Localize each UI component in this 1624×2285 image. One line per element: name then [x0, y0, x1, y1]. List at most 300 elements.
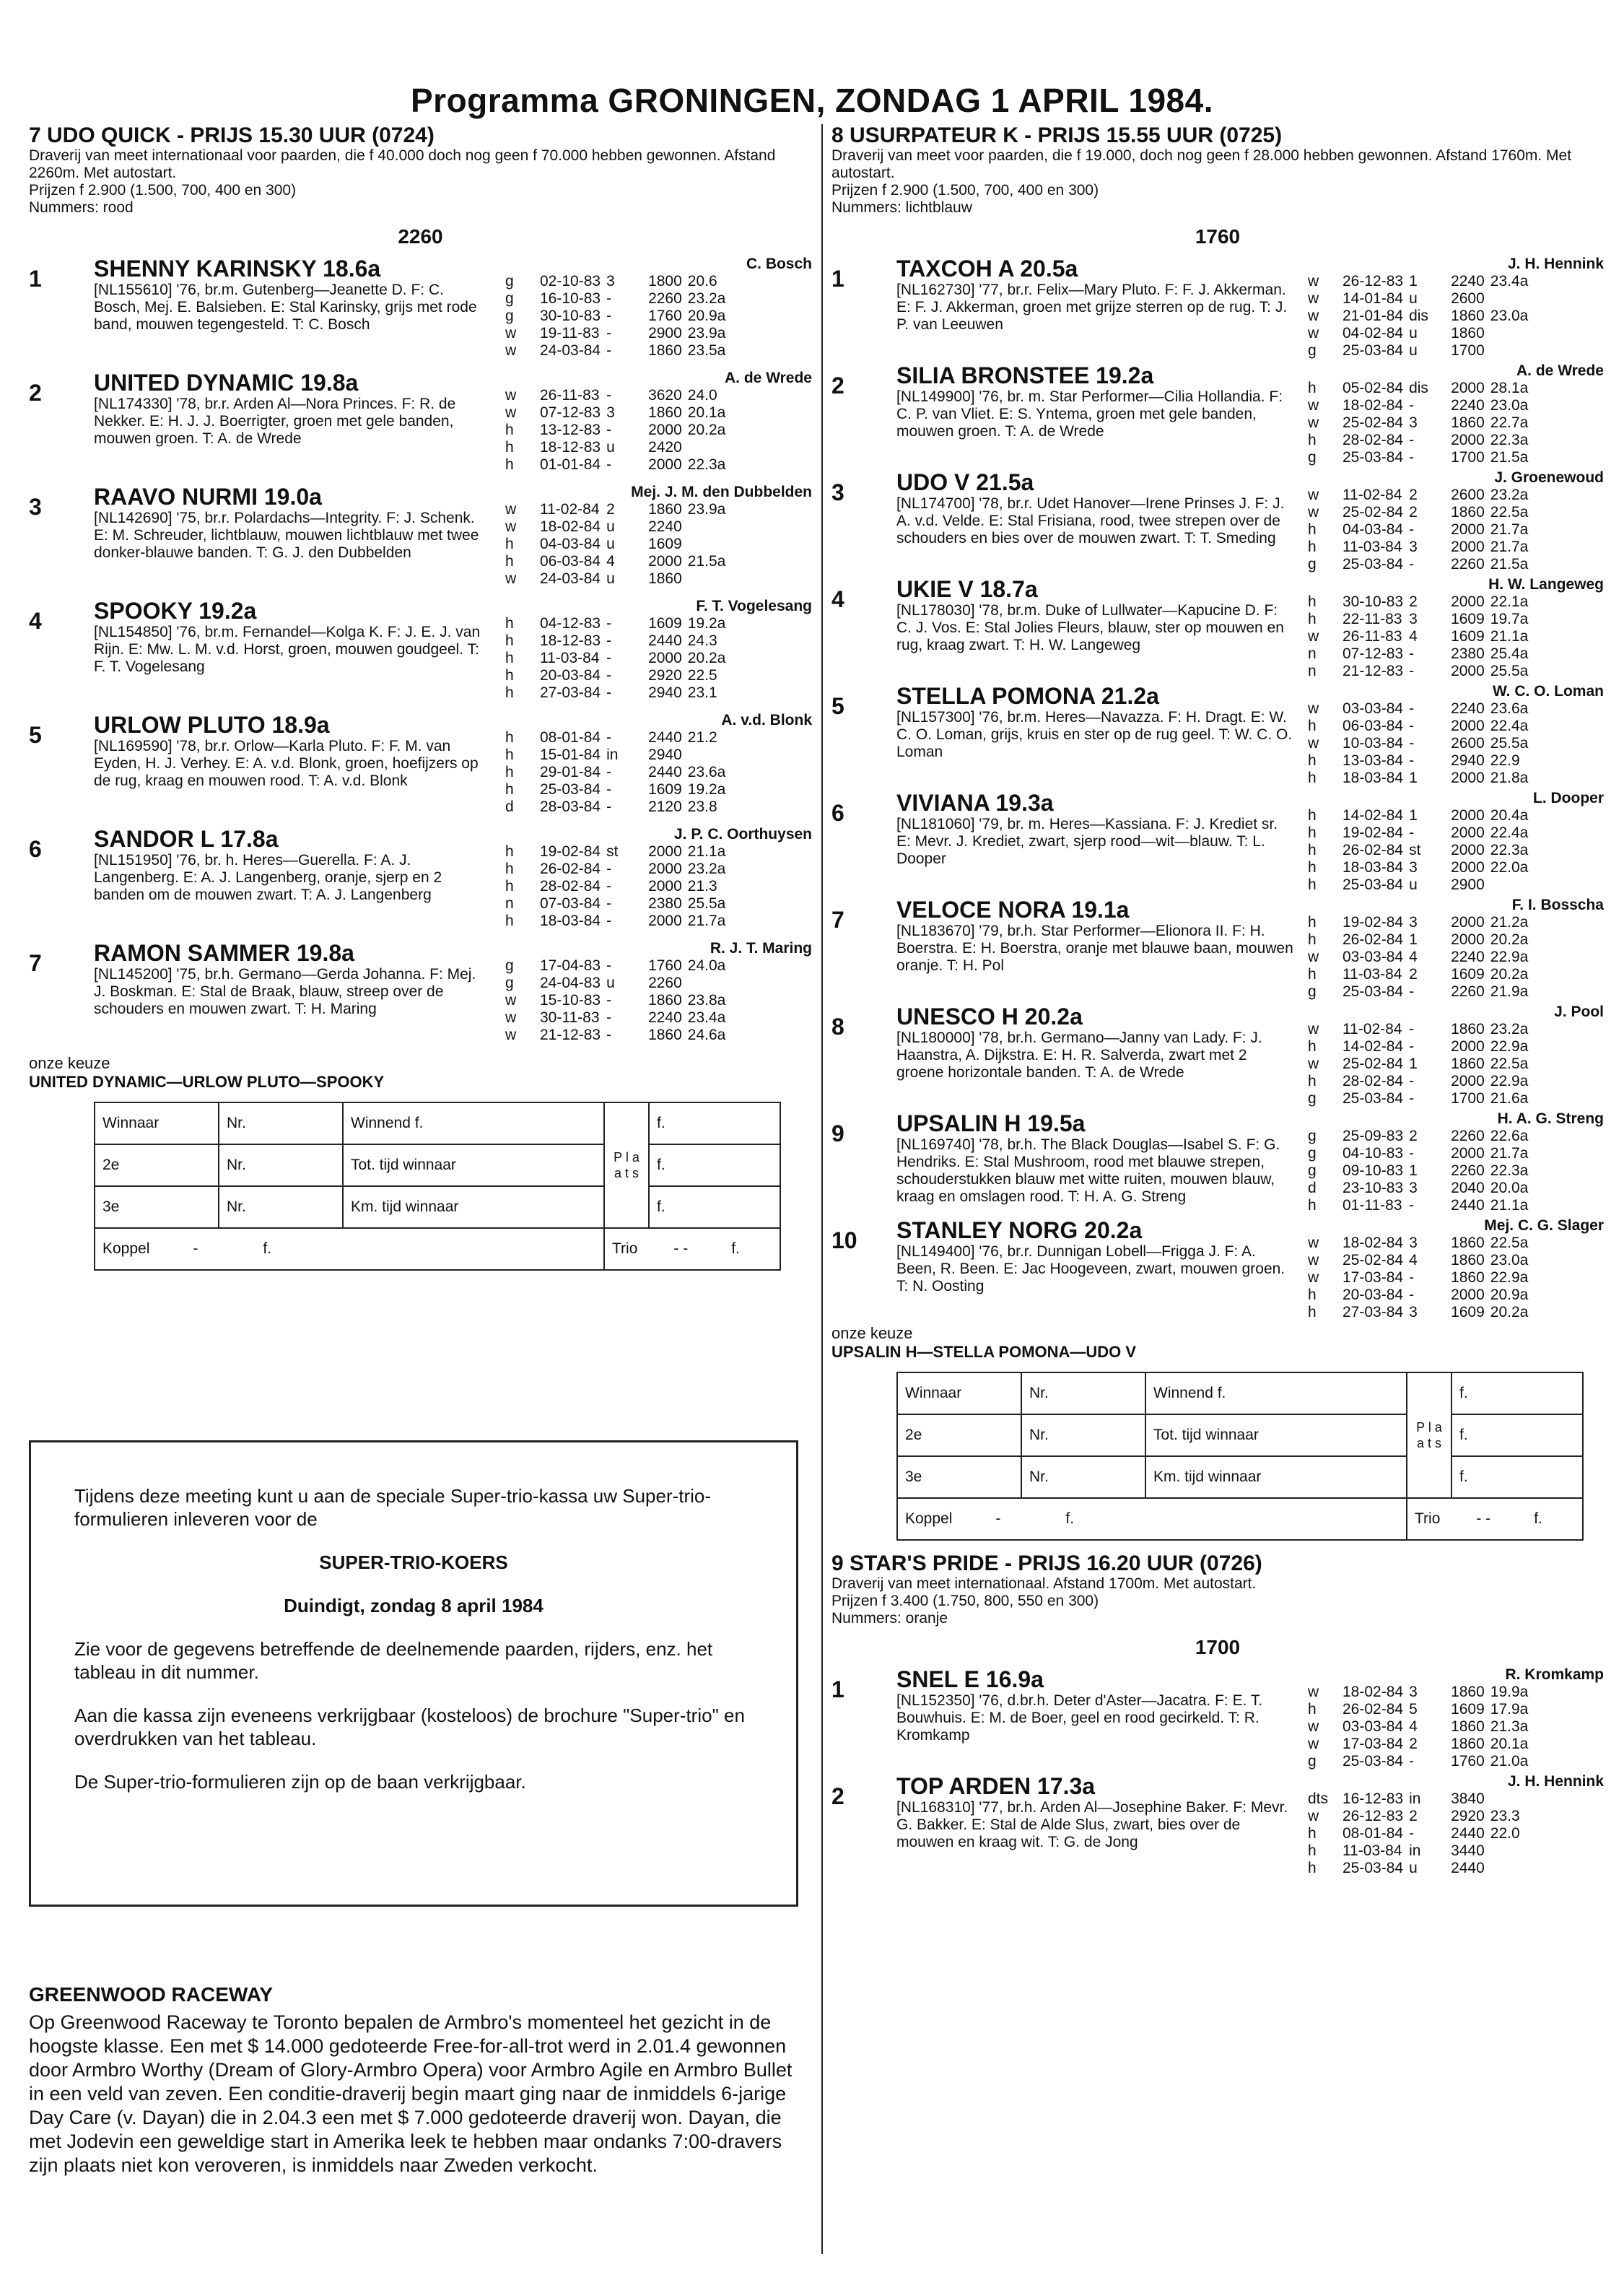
performance-row [1308, 700, 1534, 718]
trio-f: f. [731, 1240, 740, 1257]
results-cell: 2e [95, 1144, 219, 1186]
horse-number: 5 [831, 693, 844, 719]
performance-cell: h [505, 615, 514, 632]
performance-cell: 25-03-84 [1343, 983, 1404, 1000]
performance-cell: 21.9a [1490, 983, 1529, 1000]
performance-row [505, 456, 731, 474]
performance-cell: h [505, 764, 514, 780]
performance-cell: 3 [606, 404, 615, 421]
performance-row [1308, 325, 1534, 342]
performance-cell: 2000 [648, 422, 682, 438]
performance-cell: 18-03-84 [1343, 770, 1404, 786]
performance-cell: 1800 [648, 273, 682, 290]
performance-row [1308, 414, 1534, 432]
performance-cell: - [606, 325, 612, 341]
performance-cell: 1860 [1451, 308, 1485, 324]
performance-cell: 13-03-84 [1343, 752, 1404, 769]
performance-cell: h [1308, 824, 1317, 841]
results-cell [95, 1228, 604, 1270]
performance-cell: w [1308, 700, 1319, 717]
horse-performances [1308, 487, 1534, 573]
performance-cell [1490, 325, 1534, 342]
performance-cell: n [505, 895, 514, 912]
race-8-numbers: Nummers: lichtblauw [831, 199, 972, 216]
performance-cell: 2240 [1451, 700, 1485, 717]
horse-trainer: J. H. Hennink [1507, 256, 1604, 272]
article-body: Op Greenwood Raceway te Toronto bepalen de Armbro's momenteel het gezicht in de hoogste klasse. Een met $ 14.000 gedoteerde Free-for-all-trot werd in 2.01.4 gewonnen door Armbro Worthy (Dream of Glory-Armbro Opera) voor Armbro Agile en Armbro Bullet in een veld van zeven. Een conditie-draverij begin maart ging naar de inmiddels 6-jarige Day Care (v. Dayan) die in 2.04.3 een met $ 7.000 gedoteerde draverij won. Dayan, die met Jodevin een geweldige start in Amerika leek te hebben maar ondanks 7:00-dravers zijn plaats niet kon veroveren, is inmiddels naar Zweden verkocht. [29, 2011, 793, 2176]
performance-cell: 2000 [1451, 663, 1485, 679]
performance-cell: 4 [1409, 628, 1418, 645]
performance-cell: 3 [1409, 539, 1418, 555]
performance-cell: d [1308, 1180, 1317, 1196]
performance-cell: 28-02-84 [540, 878, 601, 895]
performance-cell: 3440 [1451, 1842, 1485, 1859]
performance-cell: - [606, 878, 612, 895]
performance-cell: h [1308, 611, 1317, 627]
performance-cell: 23.2a [1490, 1021, 1529, 1037]
performance-row [505, 501, 731, 518]
performance-cell [688, 747, 732, 764]
performance-cell: w [505, 342, 517, 359]
performance-cell: 21.5a [1490, 449, 1529, 466]
results-cell: Nr. [219, 1186, 343, 1228]
horse-description: [NL181060] '79, br. m. Heres—Kassiana. F: J. Krediet sr. E: Mevr. J. Krediet, zwart, sjerp rood—wit—blauw. T: L. Dooper [896, 816, 1278, 867]
performance-row [1308, 1090, 1534, 1107]
performance-cell: 20.9a [687, 308, 726, 324]
performance-cell: 2 [1409, 1128, 1418, 1144]
performance-row [1308, 1021, 1534, 1038]
race-7-distance: 2260 [398, 225, 443, 248]
performance-cell: h [505, 650, 514, 666]
performance-cell: 26-12-83 [1343, 273, 1404, 290]
performance-cell: 25-03-84 [540, 781, 601, 798]
performance-cell: w [1308, 414, 1319, 431]
results-cell: P l a a t s [1407, 1372, 1451, 1498]
performance-cell: 2380 [648, 895, 682, 912]
performance-cell: 1 [1409, 931, 1418, 948]
performance-cell: 2240 [648, 1009, 682, 1026]
performance-cell: 4 [1409, 1252, 1418, 1268]
horse-performances [505, 843, 731, 930]
performance-cell: w [505, 992, 517, 1009]
performance-row [1308, 1304, 1534, 1321]
performance-cell: h [505, 781, 514, 798]
performance-cell: 2000 [648, 861, 682, 877]
horse-entry [831, 469, 1604, 573]
horse-trainer: R. Kromkamp [1505, 1666, 1604, 1683]
horse-number: 7 [831, 907, 844, 933]
performance-cell: 1860 [648, 342, 682, 359]
performance-cell: 2260 [1451, 556, 1485, 573]
performance-cell: 2240 [1451, 397, 1485, 414]
performance-cell: 2040 [1451, 1180, 1485, 1196]
performance-cell: 24.0 [687, 387, 717, 404]
performance-cell: 21.5a [1490, 556, 1529, 573]
performance-cell: 11-03-84 [540, 650, 600, 666]
performance-cell: - [606, 290, 612, 307]
performance-row [1308, 273, 1534, 290]
performance-cell: - [1409, 700, 1415, 717]
performance-cell: 22.6a [1490, 1128, 1529, 1144]
performance-row [505, 325, 731, 342]
performance-row [505, 439, 731, 456]
performance-cell: 23.8a [687, 992, 726, 1009]
column-divider [821, 124, 823, 2254]
performance-cell: u [1409, 876, 1418, 893]
performance-cell: w [1308, 290, 1319, 307]
horse-number: 3 [831, 479, 844, 505]
performance-cell [688, 536, 732, 553]
performance-row [1308, 593, 1534, 611]
performance-cell: 23.2a [1490, 487, 1529, 503]
horse-name: UDO V 21.5a [896, 469, 1034, 495]
performance-cell [1490, 1842, 1526, 1860]
performance-cell: - [606, 895, 612, 912]
performance-cell: u [606, 518, 615, 535]
performance-cell: 20.4a [1490, 807, 1529, 824]
performance-cell: h [505, 913, 514, 929]
performance-cell: 30-11-83 [540, 1009, 600, 1026]
performance-cell: w [1308, 1021, 1319, 1037]
performance-cell: 3 [1409, 611, 1418, 627]
horse-description: [NL180000] '78, br.h. Germano—Janny van Lady. F: J. Haanstra, A. Dijkstra. E: H. R. Salverda, zwart met 2 groene horizontale banden. T: A. de Wrede [896, 1030, 1262, 1081]
performance-cell: 11-02-84 [540, 501, 600, 518]
performance-cell [688, 439, 732, 456]
performance-cell: 25-03-84 [1343, 449, 1404, 466]
performance-cell: 1700 [1451, 449, 1485, 466]
performance-cell: 10-03-84 [1343, 735, 1404, 752]
performance-cell: h [505, 456, 514, 473]
performance-cell [688, 518, 732, 536]
horse-number: 5 [29, 722, 42, 748]
performance-cell: 1 [1409, 1056, 1418, 1072]
horse-number: 10 [831, 1227, 857, 1253]
horse-trainer: H. A. G. Streng [1497, 1110, 1604, 1127]
koppel-f: f. [263, 1240, 272, 1257]
performance-cell: 2000 [1451, 770, 1485, 786]
performance-cell: 21.3 [687, 878, 717, 895]
race-8-distance: 1760 [1195, 225, 1241, 248]
performance-cell: 14-02-84 [1343, 1038, 1404, 1055]
horse-description: [NL149900] '76, br. m. Star Performer—Cilia Hollandia. F: C. P. van Vliet. E: S. Yntema, groen met gele banden, mouwen groen. T: A. de Wrede [896, 388, 1283, 440]
performance-cell: 23.2a [687, 290, 726, 307]
performance-cell: 20.2a [687, 650, 726, 666]
horse-trainer: J. Pool [1554, 1004, 1604, 1020]
performance-cell: 16-12-83 [1343, 1790, 1404, 1807]
horse-performances [505, 273, 731, 360]
results-grid [896, 1372, 1584, 1541]
performance-cell: - [1409, 1753, 1415, 1770]
performance-cell: 11-02-84 [1343, 487, 1402, 503]
performance-cell: u [1409, 290, 1418, 307]
performance-cell: u [606, 439, 615, 456]
performance-cell: 3 [1409, 914, 1418, 931]
horse-performances [1308, 1128, 1534, 1214]
performance-cell: h [1308, 1825, 1317, 1842]
horse-number: 4 [29, 608, 42, 634]
performance-cell: g [505, 290, 514, 307]
performance-cell: 1860 [1451, 325, 1485, 341]
performance-cell: - [1409, 1021, 1415, 1037]
performance-cell: 23.9a [687, 501, 726, 518]
performance-cell: 07-12-83 [540, 404, 601, 421]
performance-cell: 19.2a [687, 615, 726, 632]
performance-cell: 3 [1409, 859, 1418, 876]
horse-number: 2 [29, 380, 42, 406]
performance-cell: in [1409, 1842, 1421, 1859]
performance-cell: - [1409, 1145, 1415, 1162]
race-7-results-table [29, 1102, 812, 1271]
performance-cell: 1860 [1451, 1269, 1485, 1286]
performance-row [505, 650, 731, 667]
results-cell: f. [649, 1102, 780, 1144]
performance-cell: - [606, 764, 612, 780]
performance-cell: - [606, 650, 612, 666]
performance-cell: 22.9a [1490, 1073, 1529, 1089]
performance-cell: 2240 [1451, 949, 1485, 965]
performance-cell: 1 [1409, 770, 1418, 786]
performance-cell: h [1308, 1701, 1317, 1718]
horse-description: [NL152350] '76, d.br.h. Deter d'Aster—Jacatra. F: E. T. Bouwhuis. E: M. de Boer, geel en rood gecirkeld. T: R. Kromkamp [896, 1692, 1263, 1744]
performance-cell: 18-02-84 [540, 518, 601, 535]
performance-cell: 07-12-83 [1343, 645, 1404, 662]
performance-cell: 20.2a [687, 422, 726, 438]
performance-cell: w [1308, 504, 1319, 521]
performance-row [505, 747, 731, 764]
performance-cell: h [1308, 931, 1317, 948]
performance-cell: 11-03-84 [1343, 1842, 1402, 1859]
performance-cell: - [606, 957, 612, 974]
performance-cell: 23.3 [1490, 1808, 1520, 1824]
performance-row [1308, 1056, 1534, 1073]
performance-cell: - [1409, 1825, 1415, 1842]
performance-cell: 25-02-84 [1343, 414, 1404, 431]
performance-cell: w [1308, 1252, 1319, 1268]
performance-row [1308, 1736, 1534, 1753]
performance-cell: h [505, 422, 514, 438]
results-cell: Winnaar [95, 1102, 219, 1144]
performance-cell: 25-03-84 [1343, 1860, 1404, 1876]
performance-row [505, 632, 731, 650]
horse-name: UNESCO H 20.2a [896, 1004, 1083, 1030]
performance-cell: 25.5a [1490, 735, 1529, 752]
performance-cell: w [505, 404, 517, 421]
performance-row [1308, 539, 1534, 556]
horse-performances [1308, 807, 1534, 894]
horse-name: RAAVO NURMI 19.0a [94, 484, 322, 510]
performance-cell: 20.6 [687, 273, 717, 290]
performance-cell: g [1308, 556, 1317, 573]
performance-cell: 2000 [648, 456, 682, 473]
performance-cell: h [505, 843, 514, 860]
performance-row [1308, 1073, 1534, 1090]
performance-cell: 2 [1409, 1736, 1418, 1752]
performance-cell: h [1308, 1038, 1317, 1055]
greenwood-article [29, 1983, 794, 2177]
performance-row [505, 957, 731, 975]
performance-row [505, 273, 731, 290]
performance-cell: 1860 [648, 992, 682, 1009]
performance-cell: 1609 [1451, 1304, 1485, 1320]
performance-cell: 1 [1409, 273, 1418, 290]
performance-cell: 21-01-84 [1343, 308, 1404, 324]
performance-cell: 25.5a [1490, 663, 1529, 679]
horse-entry [29, 940, 812, 1048]
performance-cell: 21.1a [687, 843, 726, 860]
performance-cell: 3620 [648, 387, 682, 404]
results-cell [604, 1228, 780, 1270]
performance-row [1308, 735, 1534, 752]
performance-row [1308, 1860, 1526, 1877]
horse-name: SNEL E 16.9a [896, 1666, 1044, 1692]
horse-entry [29, 370, 812, 478]
performance-row [1308, 1790, 1526, 1808]
performance-row [505, 570, 731, 588]
performance-row [505, 798, 731, 816]
results-cell: 3e [897, 1456, 1021, 1498]
performance-row [505, 895, 731, 913]
performance-row [1308, 380, 1534, 397]
horse-description: [NL178030] '78, br.m. Duke of Lullwater—Kapucine D. F: C. J. Vos. E: Stal Jolies Fleurs, blauw, ster op mouwen en rug, kraag zwart. T: H. W. Langeweg [896, 602, 1284, 653]
performance-cell: 25-09-83 [1343, 1128, 1404, 1144]
performance-row [1308, 1808, 1526, 1825]
horse-description: [NL174330] '78, br.r. Arden Al—Nora Princes. F: R. de Nekker. E: H. J. J. Boerrigter, groen met gele banden, mouwen groen. T: A. de Wrede [94, 396, 456, 447]
performance-cell: - [1409, 1197, 1415, 1214]
performance-cell: 1860 [648, 570, 682, 587]
horse-trainer: H. W. Langeweg [1488, 576, 1604, 593]
performance-cell: 20.2a [1490, 931, 1529, 948]
horse-trainer: J. P. C. Oorthuysen [674, 826, 812, 843]
performance-row [505, 422, 731, 439]
horse-name: UNITED DYNAMIC 19.8a [94, 370, 359, 396]
performance-cell: 28.1a [1490, 380, 1529, 396]
performance-cell: 08-01-84 [1343, 1825, 1404, 1842]
performance-cell: h [1308, 876, 1317, 893]
performance-cell: 25-03-84 [1343, 876, 1404, 893]
race-8-choice-label: onze keuze [831, 1324, 913, 1342]
performance-row [1308, 1842, 1526, 1860]
results-cell: P l a a t s [604, 1102, 649, 1228]
performance-cell: 11-02-84 [1343, 1021, 1402, 1037]
performance-cell: 21.2 [687, 729, 717, 746]
performance-cell: 1609 [648, 781, 682, 798]
performance-cell: 2000 [648, 650, 682, 666]
horse-trainer: F. T. Vogelesang [696, 598, 812, 614]
performance-cell: 1700 [1451, 342, 1485, 359]
horse-number: 1 [831, 266, 844, 292]
performance-row [1308, 290, 1534, 308]
performance-cell: h [1308, 1287, 1317, 1303]
performance-cell: 04-02-84 [1343, 325, 1404, 341]
performance-cell: - [606, 387, 612, 404]
performance-row [1308, 1038, 1534, 1056]
performance-cell: 23.0a [1490, 308, 1529, 324]
performance-cell: 19.7a [1490, 611, 1529, 627]
performance-cell: 22.5 [687, 667, 717, 684]
performance-row [1308, 718, 1534, 735]
performance-cell: u [1409, 325, 1418, 341]
performance-cell: dis [1409, 380, 1428, 396]
performance-row [1308, 628, 1534, 645]
performance-cell: g [1308, 342, 1317, 359]
performance-cell: w [1308, 308, 1319, 324]
performance-cell: 25-02-84 [1343, 504, 1404, 521]
performance-cell: u [606, 570, 615, 587]
performance-cell: - [606, 422, 612, 438]
performance-cell: - [606, 1027, 612, 1043]
results-cell: Tot. tijd winnaar [1145, 1414, 1407, 1456]
performance-cell: g [505, 273, 514, 290]
horse-number: 3 [29, 494, 42, 520]
performance-cell: 20.0a [1490, 1180, 1529, 1196]
performance-cell: 2000 [1451, 859, 1485, 876]
performance-cell: 2000 [1451, 1287, 1485, 1303]
koppel-dash: - [193, 1240, 198, 1257]
performance-cell: - [1409, 1038, 1415, 1055]
horse-description: [NL149400] '76, br.r. Dunnigan Lobell—Frigga J. F: A. Been, R. Been. E: Jac Hoogeveen, zwart, mouwen groen. T: N. Oosting [896, 1243, 1285, 1294]
performance-cell: 2000 [648, 553, 682, 570]
performance-cell: 03-03-84 [1343, 700, 1404, 717]
performance-cell: 14-01-84 [1343, 290, 1404, 307]
performance-row [1308, 1162, 1534, 1180]
performance-cell: h [505, 632, 514, 649]
performance-row [505, 553, 731, 570]
performance-cell: 22.4a [1490, 718, 1529, 734]
trio-dashes: - - [673, 1240, 689, 1257]
performance-cell: 2380 [1451, 645, 1485, 662]
horse-trainer: C. Bosch [746, 256, 812, 272]
performance-row [1308, 556, 1534, 573]
performance-cell: 1760 [648, 957, 682, 974]
performance-cell: u [606, 975, 615, 991]
performance-cell: 2600 [1451, 487, 1485, 503]
performance-cell: 3 [1409, 414, 1418, 431]
performance-cell: h [1308, 521, 1317, 538]
performance-cell: 1609 [1451, 628, 1485, 645]
performance-cell: 22.3a [1490, 1162, 1529, 1179]
performance-cell: 18-12-83 [540, 632, 601, 649]
performance-cell: 28-02-84 [1343, 1073, 1404, 1089]
performance-cell: 1609 [648, 536, 682, 552]
performance-cell: g [1308, 1162, 1317, 1179]
performance-row [1308, 449, 1534, 466]
performance-cell: 1860 [1451, 414, 1485, 431]
performance-cell: w [1308, 1718, 1319, 1735]
results-cell: Winnaar [897, 1372, 1021, 1414]
performance-cell: h [1308, 770, 1317, 786]
performance-cell: 23.0a [1490, 397, 1529, 414]
performance-cell: w [1308, 487, 1319, 503]
performance-cell: st [606, 843, 619, 860]
performance-cell: 22.7a [1490, 414, 1529, 431]
performance-cell: 23.4a [1490, 273, 1529, 290]
performance-cell: - [1409, 1269, 1415, 1286]
performance-cell: w [1308, 273, 1319, 290]
performance-cell: 2000 [1451, 842, 1485, 858]
performance-cell: 24-03-84 [540, 342, 601, 359]
performance-cell: - [606, 308, 612, 324]
horse-trainer: Mej. C. G. Slager [1484, 1217, 1604, 1234]
horse-performances [505, 615, 731, 702]
performance-cell: 20.9a [1490, 1287, 1529, 1303]
performance-cell: 4 [606, 553, 615, 570]
performance-cell: 15-10-83 [540, 992, 601, 1009]
performance-cell: 03-03-84 [1343, 949, 1404, 965]
performance-cell: dts [1308, 1790, 1329, 1807]
performance-cell: 2440 [648, 632, 682, 649]
performance-cell: 2000 [1451, 521, 1485, 538]
performance-cell: 23.0a [1490, 1252, 1529, 1268]
